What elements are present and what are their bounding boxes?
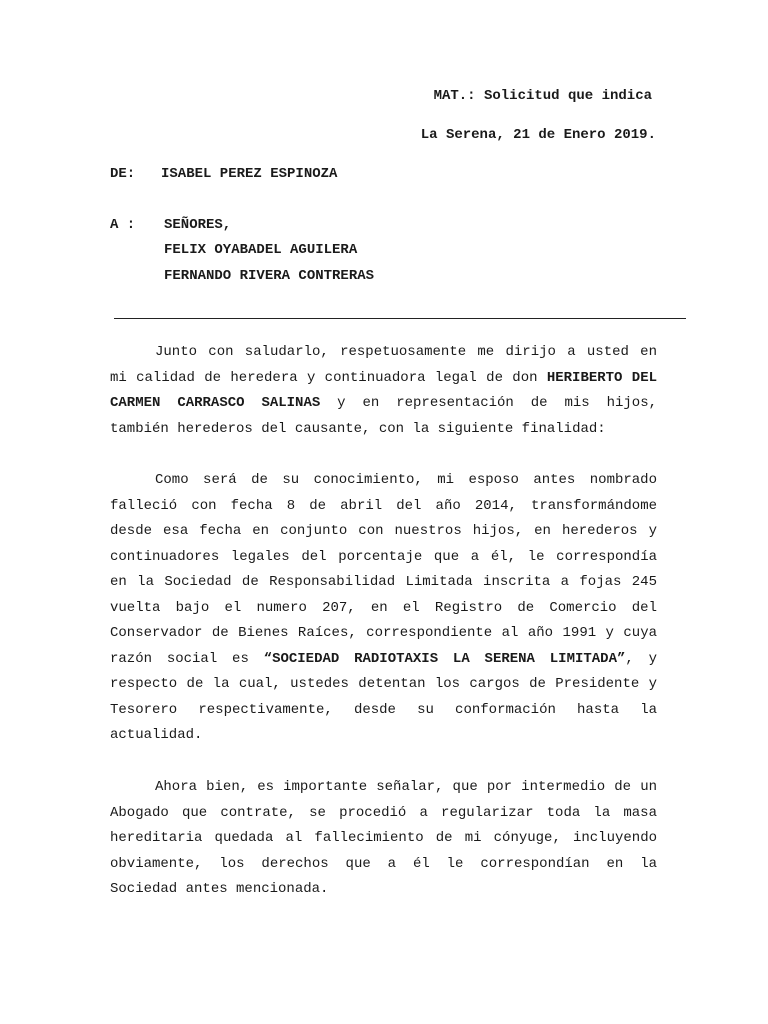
- date-line: La Serena, 21 de Enero 2019.: [420, 127, 656, 143]
- paragraph-line: vuelta bajo el numero 207, en el Registro de Comercio del: [110, 599, 657, 616]
- from-name: ISABEL PEREZ ESPINOZA: [161, 166, 338, 182]
- header-divider: [114, 318, 686, 319]
- to-salutation: SEÑORES,: [164, 217, 232, 233]
- paragraph-line: Ahora bien, es importante señalar, que por intermedio de un: [155, 779, 657, 795]
- paragraph-line: [110, 647, 657, 673]
- paragraph-line: desde esa fecha en conjunto con nuestros hijos, en herederos y: [110, 523, 657, 539]
- line-text: razón social es: [110, 650, 264, 667]
- paragraph-line: Conservador de Bienes Raíces, correspondiente al año 1991 y cuya: [110, 625, 657, 641]
- paragraph-line: continuadores legales del porcentaje que a él, le correspondía: [110, 548, 657, 565]
- paragraph-line: falleció con fecha 8 de abril del año 2014, transformándome: [110, 497, 657, 514]
- paragraph-line: [110, 391, 657, 417]
- to-label: A :: [110, 217, 136, 233]
- paragraph-line: respecto de la cual, ustedes detentan los cargos de Presidente y: [110, 676, 657, 692]
- paragraph-line: Tesorero respectivamente, desde su conformación hasta la: [110, 701, 657, 718]
- paragraph-line: actualidad.: [110, 727, 203, 743]
- line-text: mi calidad de heredera y continuadora legal de don: [110, 369, 547, 386]
- from-label: DE:: [110, 166, 136, 182]
- subject-line: MAT.: Solicitud que indica: [433, 88, 652, 104]
- bold-name: CARMEN CARRASCO SALINAS: [110, 395, 321, 411]
- paragraph-line: Sociedad antes mencionada.: [110, 881, 329, 897]
- recipient-name: FELIX OYABADEL AGUILERA: [164, 242, 358, 258]
- bold-name: HERIBERTO DEL: [546, 369, 657, 386]
- paragraph-line: Como será de su conocimiento, mi esposo antes nombrado: [155, 472, 657, 488]
- body-paragraph: [110, 340, 657, 442]
- company-name: “SOCIEDAD RADIOTAXIS LA SERENA LIMITADA”: [263, 650, 626, 667]
- line-text: y en representación de mis hijos,: [320, 395, 657, 411]
- paragraph-line: en la Sociedad de Responsabilidad Limitada inscrita a fojas 245: [110, 574, 657, 590]
- paragraph-line: Junto con saludarlo, respetuosamente me dirijo a usted en: [155, 344, 657, 360]
- paragraph-line: obviamente, los derechos que a él le correspondían en la: [110, 855, 657, 872]
- body-paragraph: [110, 468, 657, 749]
- recipient-name: FERNANDO RIVERA CONTRERAS: [164, 268, 375, 284]
- paragraph-line: [110, 366, 657, 392]
- paragraph-line: también herederos del causante, con la siguiente finalidad:: [110, 420, 606, 437]
- paragraph-line: Abogado que contrate, se procedió a regularizar toda la masa: [110, 804, 657, 821]
- paragraph-line: hereditaria quedada al fallecimiento de mi cónyuge, incluyendo: [110, 830, 657, 846]
- line-text: , y: [625, 650, 657, 667]
- body-paragraph: [110, 775, 657, 903]
